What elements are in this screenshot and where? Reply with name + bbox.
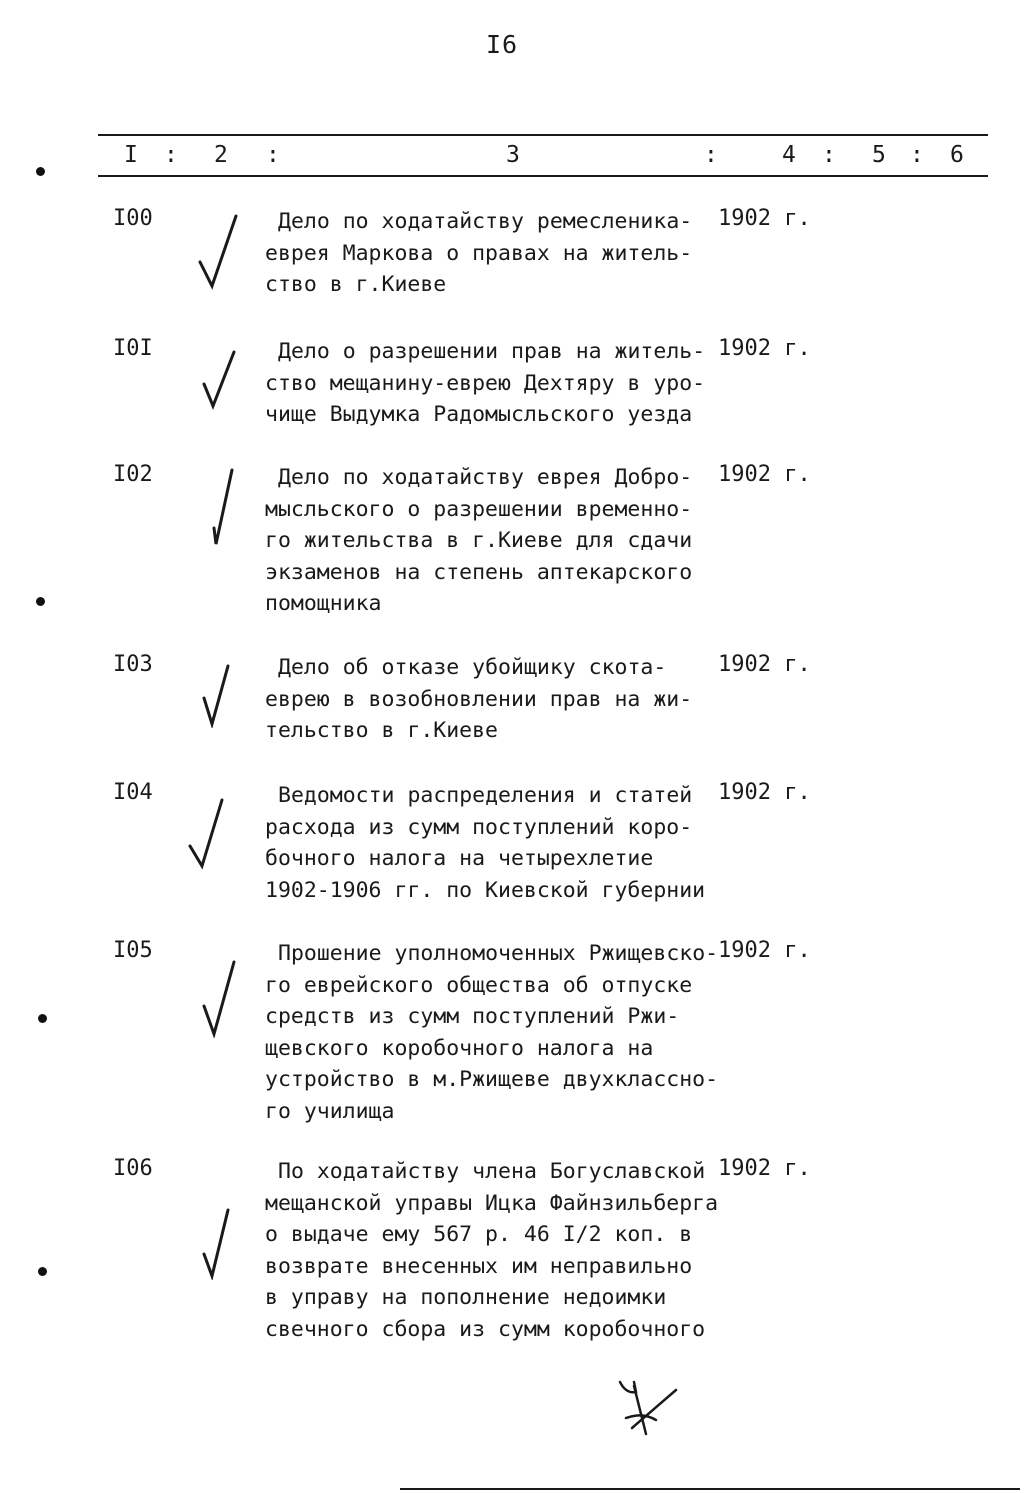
checkmark-icon xyxy=(204,468,256,548)
page-number: I6 xyxy=(486,30,519,59)
entry-description xyxy=(265,206,725,301)
entry-number: I0I xyxy=(113,336,153,361)
description-line: По ходатайству члена Богуславской xyxy=(278,1159,706,1184)
entry-description xyxy=(265,780,725,906)
checkmark-icon xyxy=(198,958,250,1038)
column-separator: : xyxy=(822,142,836,168)
column-separator: : xyxy=(164,142,178,168)
checkmark-icon xyxy=(198,1206,250,1280)
description-line: 1902-1906 гг. по Киевской губернии xyxy=(265,877,706,903)
description-line: го училища xyxy=(265,1098,395,1124)
header-bottom-rule xyxy=(98,175,988,177)
column-6-heading: 6 xyxy=(950,142,964,168)
column-separator: : xyxy=(910,142,924,168)
description-line: бочного налога на четырехлетие xyxy=(265,846,654,871)
description-line: устройство в м.Ржищеве двухклассно- xyxy=(265,1067,719,1092)
description-line: расхода из сумм поступлений коро- xyxy=(265,814,693,840)
description-line: Дело по ходатайству ремесленика- xyxy=(278,209,693,234)
description-line: чище Выдумка Радомысльского уезда xyxy=(265,402,693,427)
column-separator: : xyxy=(266,142,280,168)
page-bottom-rule xyxy=(400,1488,1020,1490)
description-line: Дело по ходатайству еврея Добро- xyxy=(278,465,693,490)
entry-description xyxy=(265,1156,725,1345)
checkmark-icon xyxy=(186,796,238,870)
checkmark-icon xyxy=(198,348,250,410)
handwritten-mark-icon xyxy=(612,1372,684,1440)
entry-year: 1902 г. xyxy=(718,462,811,487)
description-line: возврате внесенных им неправильно xyxy=(265,1253,693,1279)
margin-dot xyxy=(36,597,45,606)
description-line: мысльского о разрешении временно- xyxy=(265,496,693,522)
entry-year: 1902 г. xyxy=(718,336,811,361)
entry-description xyxy=(265,652,725,747)
description-line: о выдаче ему 567 р. 46 I/2 коп. в xyxy=(265,1222,693,1247)
description-line: средств из сумм поступлений Ржи- xyxy=(265,1004,680,1029)
entry-year: 1902 г. xyxy=(718,780,811,805)
description-line: Дело об отказе убойщику скота- xyxy=(278,655,667,680)
checkmark-icon xyxy=(196,212,248,290)
column-separator: : xyxy=(704,142,718,168)
margin-dot xyxy=(36,167,45,176)
description-line: еврея Маркова о правах на житель- xyxy=(265,240,693,266)
description-line: еврею в возобновлении прав на жи- xyxy=(265,686,693,712)
description-line: свечного сбора из сумм коробочного xyxy=(265,1316,706,1342)
description-line: го жительства в г.Киеве для сдачи xyxy=(265,528,693,553)
entry-number: I02 xyxy=(113,462,153,487)
column-2-heading: 2 xyxy=(214,142,228,168)
entry-number: I03 xyxy=(113,652,153,677)
description-line: тельство в г.Киеве xyxy=(265,718,498,743)
entry-number: I00 xyxy=(113,206,153,231)
header-top-rule xyxy=(98,134,988,136)
description-line: ство в г.Киеве xyxy=(265,272,447,297)
description-line: ство мещанину-еврею Дехтяру в уро- xyxy=(265,370,706,396)
entry-year: 1902 г. xyxy=(718,652,811,677)
entry-year: 1902 г. xyxy=(718,206,811,231)
checkmark-icon xyxy=(198,662,250,728)
entry-description xyxy=(265,462,725,620)
entry-number: I04 xyxy=(113,780,153,805)
description-line: го еврейского общества об отпуске xyxy=(265,972,693,998)
entry-year: 1902 г. xyxy=(718,1156,811,1181)
entry-number: I05 xyxy=(113,938,153,963)
description-line: экзаменов на степень аптекарского xyxy=(265,559,693,585)
description-line: щевского коробочного налога на xyxy=(265,1035,654,1061)
entry-description xyxy=(265,938,725,1127)
entry-year: 1902 г. xyxy=(718,938,811,963)
margin-dot xyxy=(38,1267,47,1276)
entry-description xyxy=(265,336,725,431)
entry-number: I06 xyxy=(113,1156,153,1181)
column-1-heading: I xyxy=(124,142,138,168)
margin-dot xyxy=(38,1014,47,1023)
description-line: в управу на пополнение недоимки xyxy=(265,1285,667,1310)
description-line: помощника xyxy=(265,591,382,616)
description-line: мещанской управы Ицка Файнзильберга xyxy=(265,1190,719,1216)
column-5-heading: 5 xyxy=(872,142,886,168)
column-3-heading: 3 xyxy=(506,142,520,168)
description-line: Прошение уполномоченных Ржищевско- xyxy=(278,941,719,966)
description-line: Ведомости распределения и статей xyxy=(278,783,693,808)
column-4-heading: 4 xyxy=(782,142,796,168)
description-line: Дело о разрешении прав на житель- xyxy=(278,339,706,364)
